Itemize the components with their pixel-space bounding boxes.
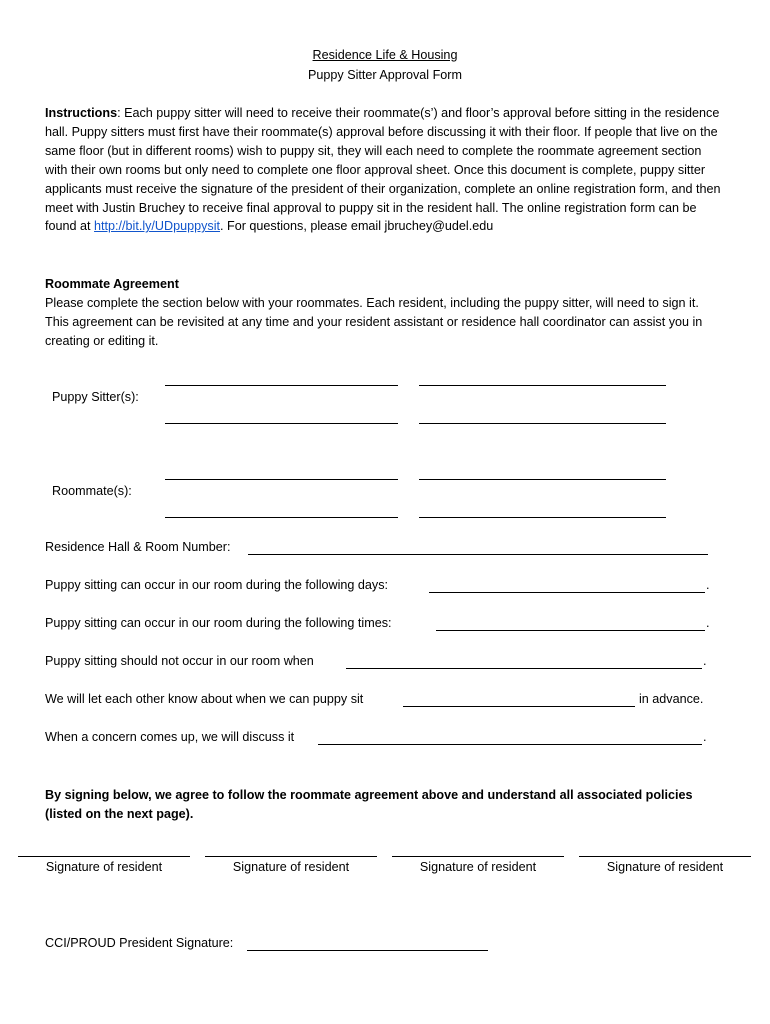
concern-period: . (703, 730, 707, 744)
form-org-title: Residence Life & Housing (312, 48, 458, 62)
agreement-statement: By signing below, we agree to follow the roommate agreement above and understand all associated policies (listed on the next page). (45, 788, 693, 821)
puppy-sitter-field-4[interactable] (419, 423, 666, 424)
registration-link[interactable]: http://bit.ly/UDpuppysit (94, 219, 221, 234)
resident-signature-label-3: Signature of resident (419, 860, 537, 874)
times-period: . (706, 616, 710, 630)
puppy-sitter-field-3[interactable] (165, 423, 398, 424)
resident-signature-label-2: Signature of resident (232, 860, 350, 874)
instructions-contact: . For questions, please email jbruchey@udel.edu (220, 219, 494, 234)
instructions-text: : Each puppy sitter will need to receive their roommate(s’) and floor’s approval before sitting in the residence hall. Puppy sitters must first have their roommate(s) approval before discussing it with their floor. If people that live on the same floor (but in different rooms) wish to puppy sit, they will each need to complete the roommate agreement section with their own rooms but only need to complete one floor approval sheet. Once this document is complete, puppy sitter applicants must receive the signature of the president of their organization, complete an online registration form, and then meet with Justin Bruchey to receive final approval to puppy sit in the resident hall. The online registration form can be found at (45, 106, 721, 234)
days-field[interactable] (429, 592, 705, 593)
days-label: Puppy sitting can occur in our room during the following days: (45, 578, 389, 592)
instructions-paragraph (45, 104, 725, 236)
concern-label: When a concern comes up, we will discuss it (45, 730, 295, 744)
roommate-agreement-heading: Roommate Agreement (45, 277, 179, 291)
roommate-field-4[interactable] (419, 517, 666, 518)
resident-signature-label-4: Signature of resident (606, 860, 724, 874)
roommates-label: Roommate(s): (52, 484, 132, 498)
roommate-field-2[interactable] (419, 479, 666, 480)
president-signature-field[interactable] (247, 950, 488, 951)
roommate-agreement-text: Please complete the section below with your roommates. Each resident, including the puppy sitter, will need to sign it. This agreement can be revisited at any time and your resident assistant or residence hall coordinator can assist you in creating or editing it. (45, 296, 703, 348)
instructions-label: Instructions (45, 106, 118, 120)
in-advance-label: in advance. (639, 692, 704, 706)
times-field[interactable] (436, 630, 705, 631)
resident-signature-line-1[interactable] (18, 856, 190, 857)
not-occur-period: . (703, 654, 707, 668)
resident-signature-line-2[interactable] (205, 856, 377, 857)
times-label: Puppy sitting can occur in our room during the following times: (45, 616, 392, 630)
form-title: Puppy Sitter Approval Form (308, 68, 462, 82)
puppy-sitter-field-2[interactable] (419, 385, 666, 386)
roommate-field-1[interactable] (165, 479, 398, 480)
puppy-sitter-field-1[interactable] (165, 385, 398, 386)
president-signature-label: CCI/PROUD President Signature: (45, 936, 234, 950)
puppy-sitters-label: Puppy Sitter(s): (52, 390, 139, 404)
not-occur-field[interactable] (346, 668, 702, 669)
resident-signature-label-1: Signature of resident (45, 860, 163, 874)
hall-room-label: Residence Hall & Room Number: (45, 540, 231, 554)
advance-notice-field[interactable] (403, 706, 635, 707)
days-period: . (706, 578, 710, 592)
advance-notice-label: We will let each other know about when we can puppy sit (45, 692, 364, 706)
resident-signature-line-3[interactable] (392, 856, 564, 857)
not-occur-label: Puppy sitting should not occur in our room when (45, 654, 314, 668)
resident-signature-line-4[interactable] (579, 856, 751, 857)
hall-room-field[interactable] (248, 554, 708, 555)
roommate-field-3[interactable] (165, 517, 398, 518)
concern-field[interactable] (318, 744, 702, 745)
